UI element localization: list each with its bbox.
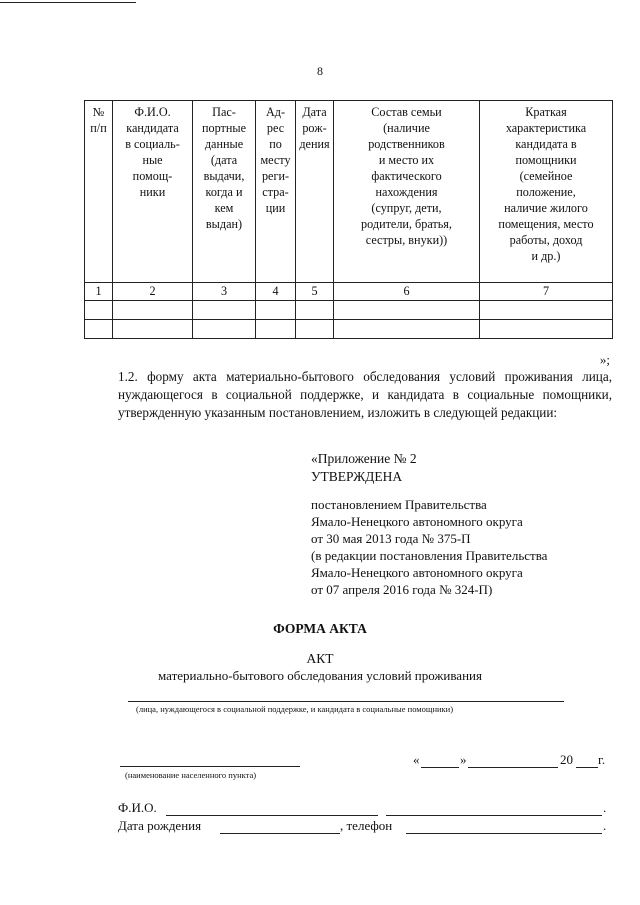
phone-end: . (603, 818, 607, 833)
person-caption: (лица, нуждающегося в социальной поддержке, и кандидата в социальные помощники) (136, 704, 454, 714)
decree-line: постановлением Правительства (311, 497, 487, 512)
col-header-family: Состав семьи (наличие родственников и место их фактического нахождения (супруг, дети, родители, братья, сестры, внуки)) (334, 101, 480, 283)
col-header-passport: Пас- портные данные (дата выдачи, когда и кем выдан) (193, 101, 256, 283)
phone-line[interactable] (406, 833, 602, 834)
decree-line: (в редакции постановления Правительства (311, 548, 548, 563)
fio-line-2[interactable] (386, 815, 602, 816)
column-number: 2 (113, 283, 193, 301)
amendment-paragraph: 1.2. форму акта материально-бытового обследования условий проживания лица, нуждающегося в социальной поддержке, и кандидата в социальные помощники, утвержденную указанным постановлением, изложить в следующей редакции: (118, 369, 612, 420)
candidates-table (84, 100, 613, 339)
column-number: 3 (193, 283, 256, 301)
decree-line: Ямало-Ненецкого автономного округа (311, 514, 523, 529)
fio-line-1[interactable] (166, 815, 378, 816)
table-end-mark: »; (599, 352, 610, 367)
table-cell (334, 320, 480, 339)
table-cell (193, 320, 256, 339)
table-header-row (85, 101, 613, 283)
approved-label: УТВЕРЖДЕНА (311, 469, 403, 484)
decree-line: Ямало-Ненецкого автономного округа (311, 565, 523, 580)
page-number: 8 (317, 64, 323, 78)
phone-label: , телефон (340, 818, 393, 833)
column-numbers-row (85, 283, 613, 301)
fio-end: . (603, 800, 607, 815)
table-cell (334, 301, 480, 320)
column-number: 6 (334, 283, 480, 301)
empty-table-row (85, 301, 613, 320)
year-prefix: 20 (560, 752, 573, 767)
date-day-line[interactable] (421, 767, 459, 768)
column-number: 1 (85, 283, 113, 301)
table-cell (480, 301, 613, 320)
table-cell (480, 320, 613, 339)
act-title: АКТ (306, 651, 334, 666)
decree-line: от 07 апреля 2016 года № 324-П) (311, 582, 493, 597)
appendix-title: «Приложение № 2 (311, 451, 417, 466)
table-cell (256, 320, 296, 339)
date-open-quote: « (413, 752, 420, 767)
table-cell (193, 301, 256, 320)
person-line[interactable] (128, 701, 564, 702)
date-year-line[interactable] (576, 767, 598, 768)
empty-table-row (85, 320, 613, 339)
table-cell (113, 301, 193, 320)
fio-label: Ф.И.О. (118, 800, 157, 815)
col-header-characteristics: Краткая характеристика кандидата в помощники (семейное положение, наличие жилого помещения, место работы, доход и др.) (480, 101, 613, 283)
col-header-number: № п/п (85, 101, 113, 283)
column-number: 5 (296, 283, 334, 301)
year-suffix: г. (598, 752, 606, 767)
act-subtitle: материально-бытового обследования условий проживания (158, 668, 482, 683)
col-header-birthdate: Дата рож- дения (296, 101, 334, 283)
column-number: 7 (480, 283, 613, 301)
table-cell (296, 301, 334, 320)
table-cell (85, 320, 113, 339)
decree-reference (311, 496, 611, 598)
col-header-fio: Ф.И.О. кандидата в социаль- ные помощ- ники (113, 101, 193, 283)
header-rule (0, 2, 136, 3)
column-number: 4 (256, 283, 296, 301)
table-cell (296, 320, 334, 339)
col-header-address: Ад- рес по месту реги- стра- ции (256, 101, 296, 283)
form-heading: ФОРМА АКТА (273, 621, 367, 636)
table-cell (256, 301, 296, 320)
decree-line: от 30 мая 2013 года № 375-П (311, 531, 471, 546)
date-month-line[interactable] (468, 767, 558, 768)
place-caption: (наименование населенного пункта) (125, 770, 257, 780)
table-cell (85, 301, 113, 320)
birth-date-line[interactable] (220, 833, 340, 834)
table-cell (113, 320, 193, 339)
date-close-quote: » (460, 752, 467, 767)
birth-date-label: Дата рождения (118, 818, 202, 833)
place-line[interactable] (120, 766, 300, 767)
